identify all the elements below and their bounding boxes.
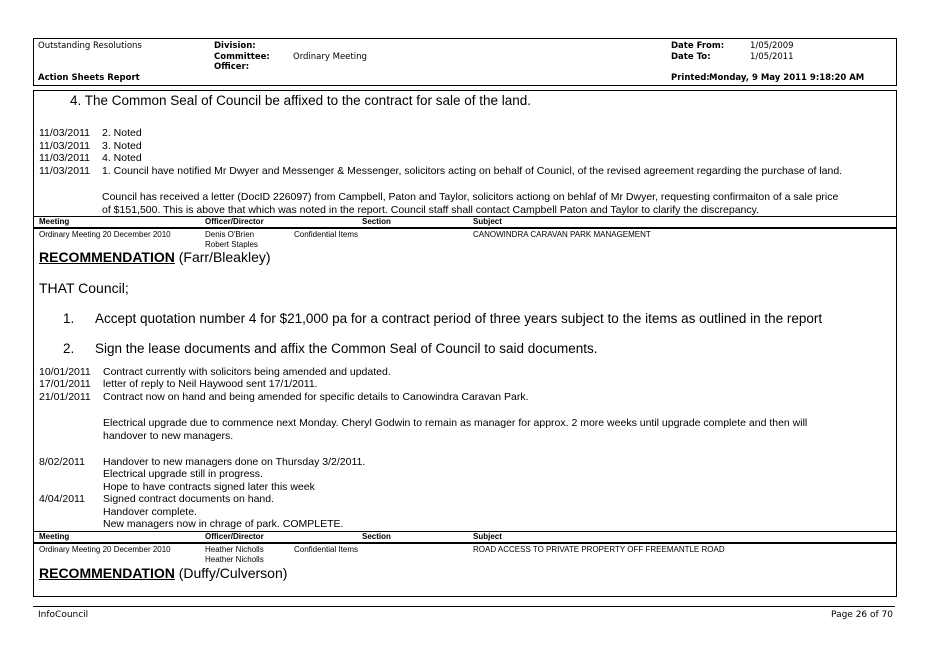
action-date: 21/01/2011 bbox=[39, 391, 91, 403]
subject-value: CANOWINDRA CARAVAN PARK MANAGEMENT bbox=[473, 230, 651, 239]
officer-value: Heather Nicholls bbox=[205, 545, 264, 554]
officer-label: Officer: bbox=[214, 62, 250, 72]
officer-value: Denis O'Brien bbox=[205, 230, 255, 239]
action-date: 8/02/2011 bbox=[39, 456, 85, 468]
note-text: 3. Noted bbox=[102, 140, 142, 152]
action-text: letter of reply to Neil Haywood sent 17/1/2011. bbox=[103, 378, 318, 390]
date-to-value: 1/05/2011 bbox=[750, 52, 794, 62]
action-text: Hope to have contracts signed later this week bbox=[103, 481, 315, 493]
divider bbox=[33, 216, 897, 217]
director-value: Robert Staples bbox=[205, 240, 258, 249]
col-officer-header: Officer/Director bbox=[205, 217, 264, 226]
action-text: Contract currently with solicitors being amended and updated. bbox=[103, 366, 391, 378]
divider bbox=[33, 542, 897, 544]
action-text: Contract now on hand and being amended for specific details to Canowindra Caravan Park. bbox=[103, 391, 529, 403]
printed-label: Printed: bbox=[671, 73, 710, 83]
date-to-label: Date To: bbox=[671, 52, 711, 62]
divider bbox=[33, 531, 897, 532]
action-text: New managers now in chrage of park. COMPLETE. bbox=[103, 518, 344, 530]
footer-app-name: InfoCouncil bbox=[38, 610, 89, 620]
report-type: Action Sheets Report bbox=[38, 73, 140, 83]
col-subject-header: Subject bbox=[473, 217, 502, 226]
meeting-value: Ordinary Meeting 20 December 2010 bbox=[39, 545, 171, 554]
printed-value: Monday, 9 May 2011 9:18:20 AM bbox=[709, 73, 865, 83]
col-meeting-header: Meeting bbox=[39, 532, 70, 541]
note-date: 11/03/2011 bbox=[39, 165, 90, 177]
note-paragraph-line: of $151,500. This is above that which was noted in the report. Council staff shall contact Campbell Paton and Taylor to clarify the discrepancy. bbox=[102, 204, 760, 216]
committee-label: Committee: bbox=[214, 52, 270, 62]
meeting-value: Ordinary Meeting 20 December 2010 bbox=[39, 230, 171, 239]
that-council: THAT Council; bbox=[39, 280, 129, 296]
division-label: Division: bbox=[214, 41, 256, 51]
recommendation-movers: (Duffy/Culverson) bbox=[174, 565, 288, 581]
note-text: 2. Noted bbox=[102, 127, 142, 139]
action-text: Handover to new managers done on Thursday 3/2/2011. bbox=[103, 456, 366, 468]
footer-divider bbox=[33, 606, 895, 607]
action-text: Signed contract documents on hand. bbox=[103, 493, 275, 505]
note-date: 11/03/2011 bbox=[39, 127, 90, 139]
action-text: Handover complete. bbox=[103, 506, 197, 518]
report-name: Outstanding Resolutions bbox=[38, 41, 142, 51]
divider bbox=[33, 227, 897, 229]
recommendation-word: RECOMMENDATION bbox=[39, 249, 175, 265]
action-date: 17/01/2011 bbox=[39, 378, 91, 390]
note-date: 11/03/2011 bbox=[39, 140, 90, 152]
col-section-header: Section bbox=[362, 532, 391, 541]
point-number: 2. bbox=[63, 341, 75, 356]
director-value: Heather Nicholls bbox=[205, 555, 264, 564]
point-number: 1. bbox=[63, 311, 75, 326]
note-paragraph-line: Council has received a letter (DocID 226097) from Campbell, Paton and Taylor, solicitors actiong on behlaf of Mr Dwyer, requesting confirmaiton of a sale price bbox=[102, 191, 839, 203]
point-text: Sign the lease documents and affix the Common Seal of Council to said documents. bbox=[95, 341, 598, 356]
electrical-note-line: Electrical upgrade due to commence next Monday. Cheryl Godwin to remain as manager for approx. 2 more weeks until upgrade complete and then will bbox=[103, 417, 808, 429]
page-number: Page 26 of 70 bbox=[831, 610, 893, 620]
section-value: Confidential Items bbox=[294, 545, 359, 554]
action-text: Electrical upgrade still in progress. bbox=[103, 468, 263, 480]
col-subject-header: Subject bbox=[473, 532, 502, 541]
action-date: 4/04/2011 bbox=[39, 493, 85, 505]
recommendation-heading bbox=[39, 565, 287, 581]
recommendation-word: RECOMMENDATION bbox=[39, 565, 175, 581]
col-meeting-header: Meeting bbox=[39, 217, 70, 226]
col-section-header: Section bbox=[362, 217, 391, 226]
seal-resolution-text: 4. The Common Seal of Council be affixed to the contract for sale of the land. bbox=[70, 93, 532, 108]
electrical-note-line: handover to new managers. bbox=[103, 430, 234, 442]
note-date: 11/03/2011 bbox=[39, 152, 90, 164]
action-date: 10/01/2011 bbox=[39, 366, 91, 378]
date-from-label: Date From: bbox=[671, 41, 725, 51]
subject-value: ROAD ACCESS TO PRIVATE PROPERTY OFF FREEMANTLE ROAD bbox=[473, 545, 725, 554]
section-value: Confidential Items bbox=[294, 230, 359, 239]
recommendation-movers: (Farr/Bleakley) bbox=[174, 249, 271, 265]
recommendation-heading bbox=[39, 249, 271, 265]
note-text: 1. Council have notified Mr Dwyer and Messenger & Messenger, solicitors acting on behalf of Counicl, of the revised agreement regarding the purchase of land. bbox=[102, 165, 843, 177]
point-text: Accept quotation number 4 for $21,000 pa for a contract period of three years subject to the items as outlined in the report bbox=[95, 311, 823, 326]
committee-value: Ordinary Meeting bbox=[293, 52, 367, 62]
date-from-value: 1/05/2009 bbox=[750, 41, 794, 51]
col-officer-header: Officer/Director bbox=[205, 532, 264, 541]
note-text: 4. Noted bbox=[102, 152, 142, 164]
